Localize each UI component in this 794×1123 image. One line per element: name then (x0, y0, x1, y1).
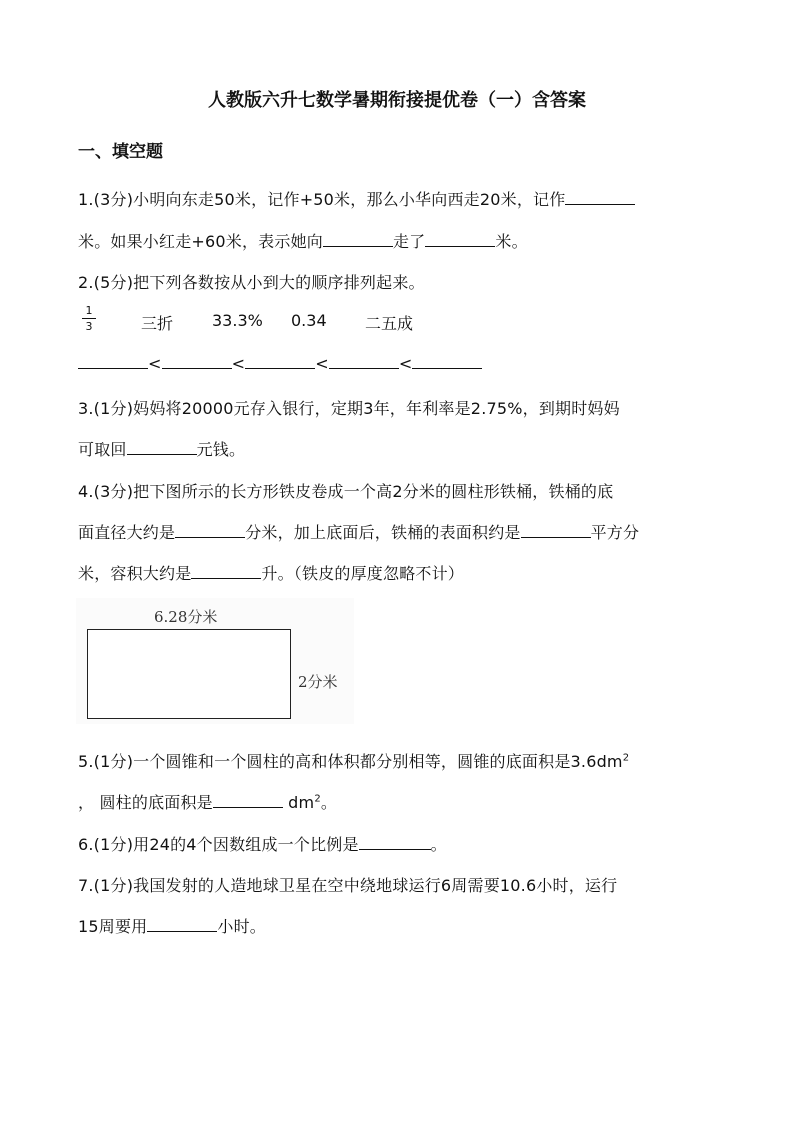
fraction-denominator: 3 (85, 320, 93, 333)
q7-text-2: 15周要用 (78, 917, 148, 936)
q5-unit: dm (282, 793, 315, 812)
q7-line1: 7.(1分)我国发射的人造地球卫星在空中绕地球运行6周需要10.6小时，运行 (78, 876, 618, 895)
q4-blank-3[interactable] (191, 564, 261, 579)
q4-text-6: 升。（铁皮的厚度忽略不计） (261, 564, 465, 583)
page-title: 人教版六升七数学暑期衔接提优卷（一）含答案 (208, 90, 586, 111)
q2-item-4: 二五成 (365, 314, 414, 333)
q6-text: 6.(1分)用24的4个因数组成一个比例是 (78, 835, 359, 854)
q2-blank-1[interactable] (78, 354, 148, 369)
q6-line1 (78, 832, 447, 855)
q2-answer-line (78, 354, 482, 373)
q4-text-4: 平方分 (590, 523, 640, 542)
q5-line2 (78, 790, 337, 813)
less-than-sign: < (231, 354, 246, 373)
fraction-numerator: 1 (85, 304, 93, 317)
less-than-sign: < (148, 354, 162, 373)
q6-blank[interactable] (359, 835, 431, 850)
q4-line3 (78, 561, 464, 584)
q1-text-3: 走了 (392, 232, 426, 251)
q3-blank[interactable] (127, 440, 197, 455)
q4-text-5: 米，容积大约是 (78, 564, 192, 583)
q3-text-3: 元钱。 (196, 440, 246, 459)
q5-text: 5.(1分)一个圆锥和一个圆柱的高和体积都分别相等，圆锥的底面积是3.6dm (78, 752, 623, 771)
q5-text-3: 。 (320, 793, 338, 812)
rectangle-figure (76, 598, 354, 724)
figure-width-label: 6.28分米 (154, 608, 218, 626)
fraction-bar (82, 318, 96, 319)
q7-blank[interactable] (147, 917, 217, 932)
q4-line1: 4.(3分)把下图所示的长方形铁皮卷成一个高2分米的圆柱形铁桶，铁桶的底 (78, 482, 614, 501)
q4-blank-1[interactable] (175, 523, 245, 538)
q1-line1 (78, 187, 635, 210)
q3-line2 (78, 437, 245, 460)
q4-blank-2[interactable] (521, 523, 591, 538)
q5-line1 (78, 749, 629, 772)
q2-line1: 2.(5分)把下列各数按从小到大的顺序排列起来。 (78, 273, 425, 292)
q5-unit-superscript: 2 (314, 793, 321, 805)
q4-text-2: 面直径大约是 (78, 523, 176, 542)
q6-text-2: 。 (430, 835, 447, 854)
less-than-sign: < (398, 354, 413, 373)
q3-text-2: 可取回 (78, 440, 127, 459)
q2-blank-5[interactable] (412, 354, 482, 369)
less-than-sign: < (315, 354, 329, 373)
q3-line1: 3.(1分)妈妈将20000元存入银行，定期3年，年利率是2.75%，到期时妈妈 (78, 399, 620, 418)
q1-text-4: 米。 (495, 232, 528, 251)
rectangle-shape (87, 629, 291, 719)
q7-line2 (78, 914, 266, 937)
figure-height-label: 2分米 (298, 673, 338, 691)
q2-item-3: 0.34 (291, 311, 327, 330)
q7-text-3: 小时。 (217, 917, 266, 936)
q2-blank-4[interactable] (329, 354, 399, 369)
q5-blank[interactable] (213, 793, 283, 808)
q5-text-2: ， 圆柱的底面积是 (78, 793, 213, 812)
q1-blank-1[interactable] (565, 190, 635, 205)
q1-text: 1.(3分)小明向东走50米，记作+50米，那么小华向西走20米，记作 (78, 190, 566, 209)
q2-item-2: 33.3% (212, 311, 263, 330)
q5-superscript: 2 (622, 752, 630, 764)
q1-blank-3[interactable] (425, 232, 495, 247)
section-heading: 一、填空题 (78, 142, 163, 162)
q1-blank-2[interactable] (323, 232, 393, 247)
q1-text-2: 米。如果小红走+60米，表示她向 (78, 232, 323, 251)
q2-item-1: 三折 (141, 314, 174, 333)
q1-line2 (78, 229, 528, 252)
q2-blank-2[interactable] (162, 354, 232, 369)
fraction-one-third (82, 304, 96, 333)
q4-line2 (78, 520, 639, 543)
q2-blank-3[interactable] (245, 354, 315, 369)
q4-text-3: 分米，加上底面后，铁桶的表面积约是 (245, 523, 521, 542)
